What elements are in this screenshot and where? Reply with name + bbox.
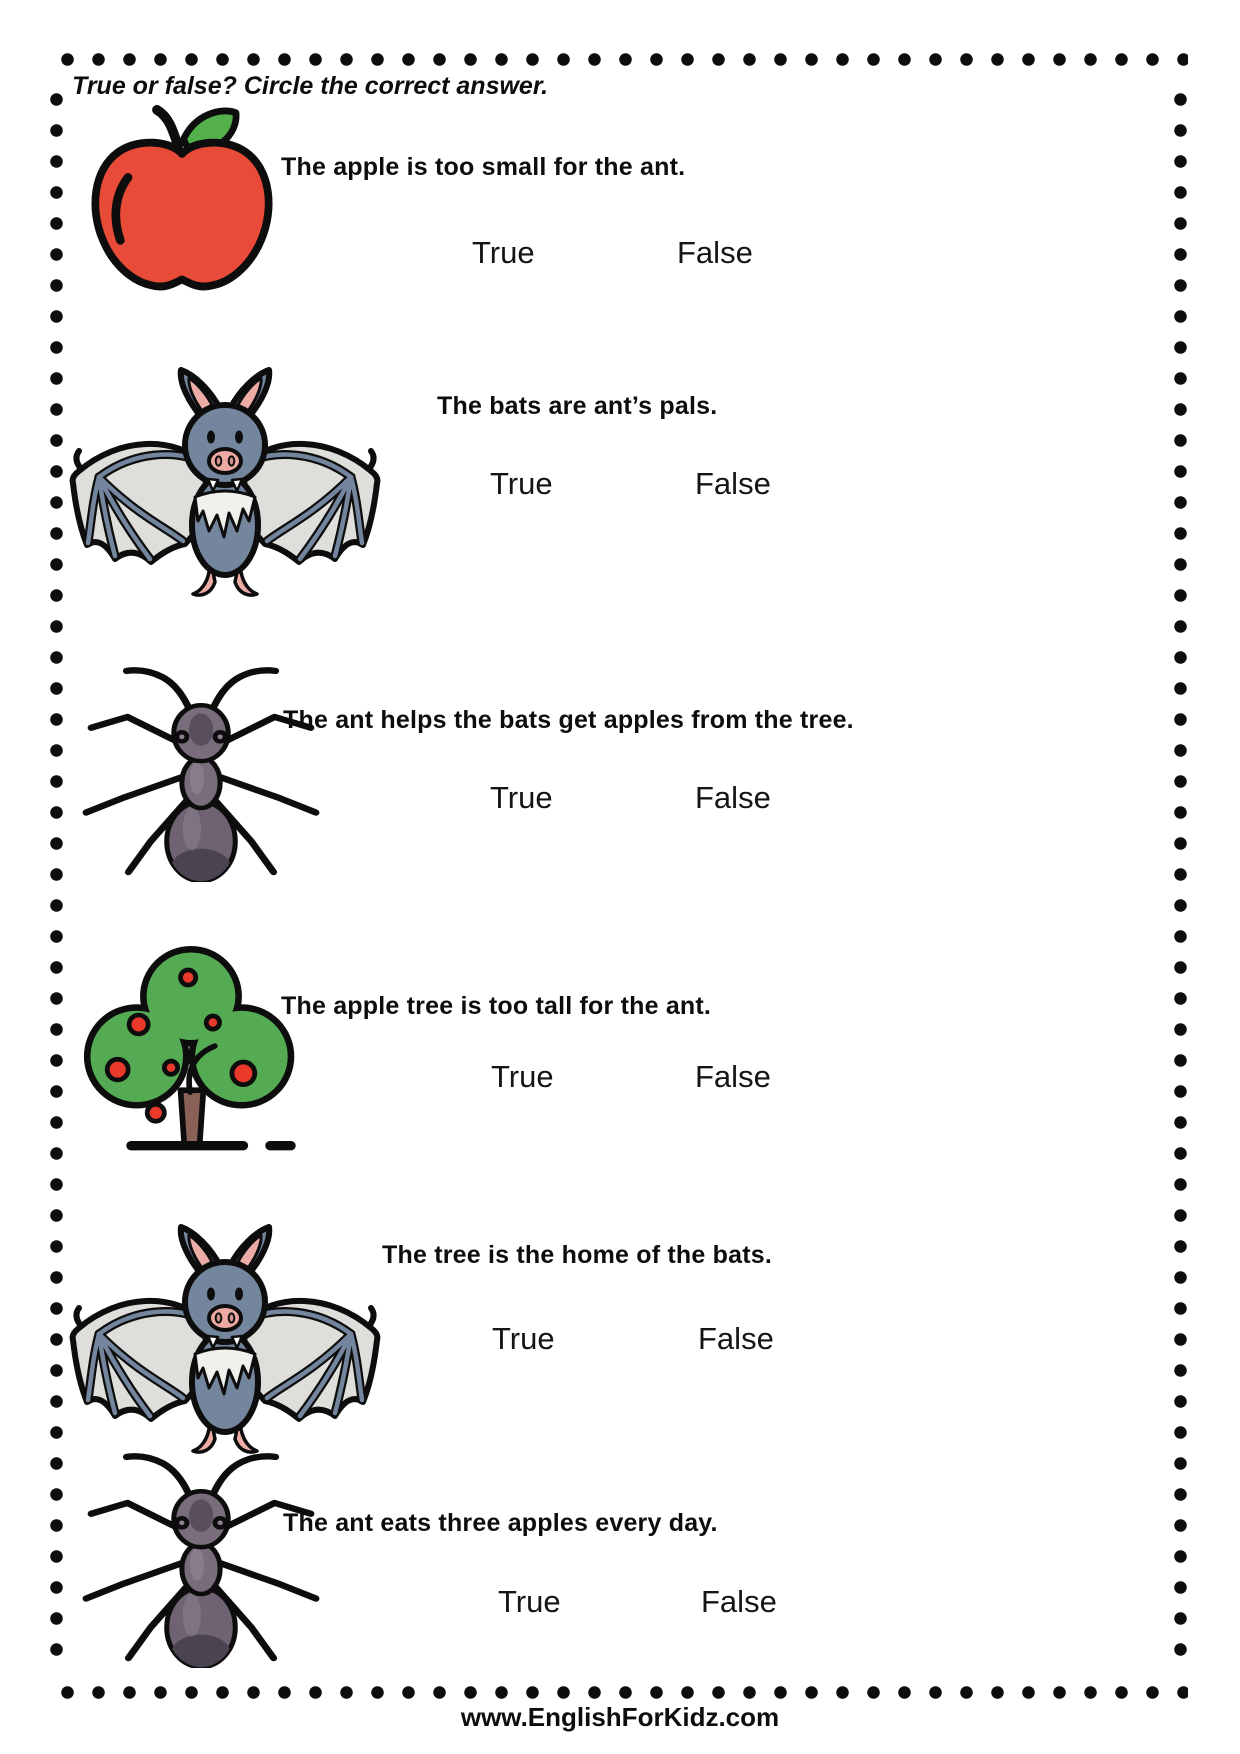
question-text: The apple tree is too tall for the ant. [281,992,712,1020]
question-text: The tree is the home of the bats. [382,1241,772,1269]
ant-illustration [70,1438,332,1668]
apple-illustration [76,103,288,299]
bat-illustration [55,365,395,600]
question-text: The bats are ant’s pals. [437,392,718,420]
dotted-border-bottom [52,1686,1188,1699]
apple-tree-icon [72,938,310,1156]
answer-option-false[interactable]: False [701,1584,777,1619]
dotted-border-top [52,53,1188,66]
dotted-border-right [1174,84,1187,1670]
apple-icon [76,103,288,299]
ant-illustration [70,652,332,882]
answer-option-true[interactable]: True [490,466,553,501]
worksheet-instruction: True or false? Circle the correct answer. [72,72,549,100]
answer-option-true[interactable]: True [472,235,535,270]
bat-icon [55,1222,395,1457]
apple-tree-illustration [72,938,310,1156]
question-text: The ant helps the bats get apples from the tree. [283,706,854,734]
question-text: The ant eats three apples every day. [283,1509,718,1537]
question-text: The apple is too small for the ant. [281,153,686,181]
answer-option-false[interactable]: False [695,1059,771,1094]
answer-option-false[interactable]: False [695,780,771,815]
answer-option-false[interactable]: False [695,466,771,501]
ant-icon [70,652,332,882]
answer-option-true[interactable]: True [498,1584,561,1619]
answer-option-true[interactable]: True [490,780,553,815]
ant-icon [70,1438,332,1668]
answer-option-false[interactable]: False [677,235,753,270]
answer-option-true[interactable]: True [491,1059,554,1094]
answer-option-true[interactable]: True [492,1321,555,1356]
answer-option-false[interactable]: False [698,1321,774,1356]
footer-website-url: www.EnglishForKidz.com [460,1702,780,1732]
bat-icon [55,365,395,600]
bat-illustration [55,1222,395,1457]
